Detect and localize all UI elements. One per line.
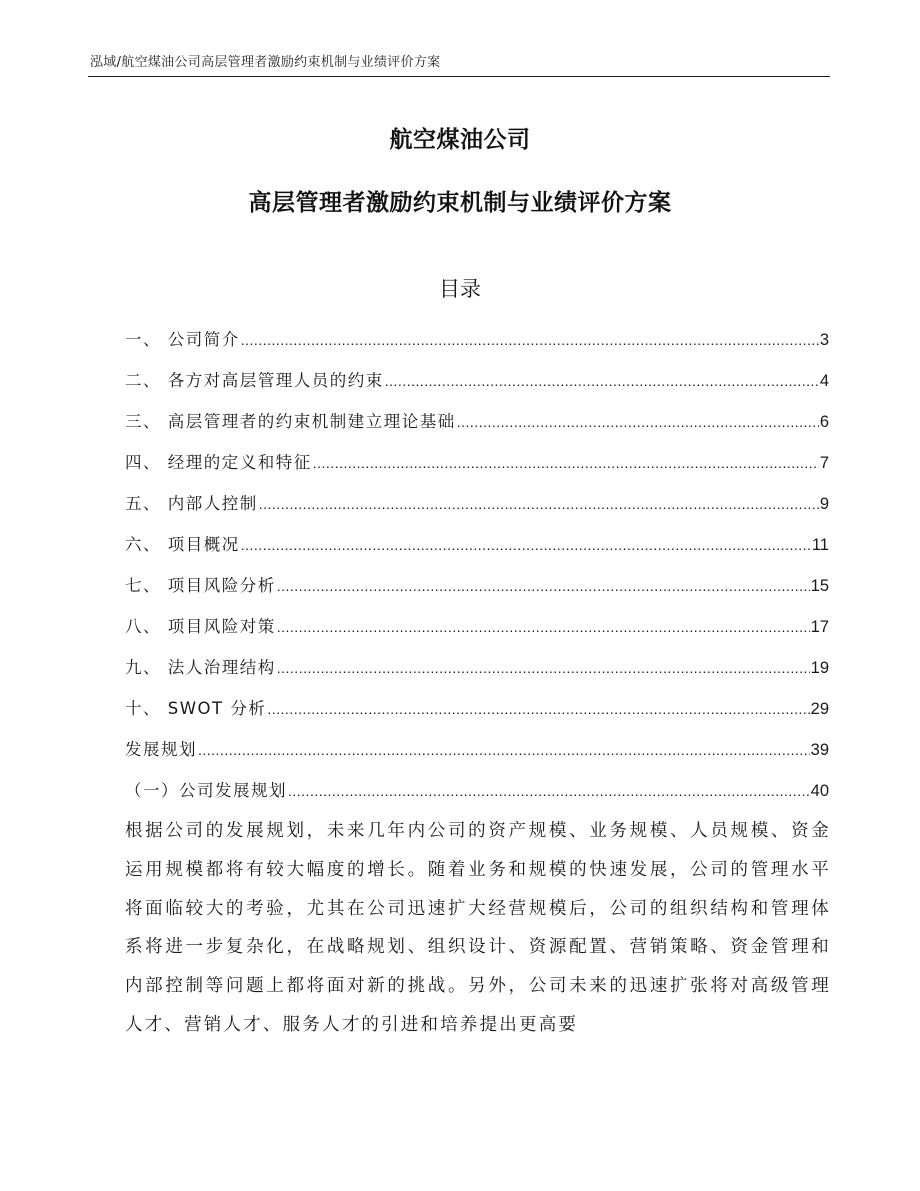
toc-leader-dots — [313, 453, 819, 473]
toc-entry-label: 二、 各方对高层管理人员的约束 — [125, 371, 384, 390]
toc-entry[interactable] — [125, 652, 829, 678]
toc-entry[interactable] — [125, 570, 829, 596]
toc-entry-label: 四、 经理的定义和特征 — [125, 453, 312, 472]
toc-entry-page: 17 — [810, 618, 829, 636]
toc-leader-dots — [241, 330, 819, 350]
document-title-line-1: 航空煤油公司 — [389, 127, 531, 153]
header-divider — [88, 76, 830, 77]
toc-entry-page: 3 — [819, 331, 829, 349]
body-paragraph: 根据公司的发展规划，未来几年内公司的资产规模、业务规模、人员规模、资金运用规模都将有较大幅度的增长。随着业务和规模的快速发展，公司的管理水平将面临较大的考验，尤其在公司迅速扩大经营规模后，公司的组织结构和管理体系将进一步复杂化，在战略规划、组织设计、资源配置、营销策略、资金管理和内部控制等问题上都将面对新的挑战。另外，公司未来的迅速扩张将对高级管理人才、营销人才、服务人才的引进和培养提出更高要 — [125, 821, 831, 1035]
toc-entry-label: 七、 项目风险分析 — [125, 576, 276, 595]
toc-entry[interactable] — [125, 775, 829, 801]
running-header: 泓域/航空煤油公司高层管理者激励约束机制与业绩评价方案 — [90, 55, 441, 70]
toc-entry[interactable] — [125, 488, 829, 514]
document-title-line-2: 高层管理者激励约束机制与业绩评价方案 — [248, 190, 672, 216]
toc-leader-dots — [277, 576, 810, 596]
toc-entry[interactable] — [125, 693, 829, 719]
toc-leader-dots — [288, 781, 810, 801]
toc-entry[interactable] — [125, 447, 829, 473]
toc-entry-page: 7 — [819, 454, 829, 472]
toc-entry-page: 15 — [810, 577, 829, 595]
toc-entry-page: 39 — [810, 741, 829, 759]
toc-entry[interactable] — [125, 365, 829, 391]
toc-entry-label: 六、 项目概况 — [125, 535, 240, 554]
toc-entry-label: 十、 SWOT 分析 — [125, 699, 267, 718]
toc-entry-label: 五、 内部人控制 — [125, 494, 258, 513]
toc-leader-dots — [457, 412, 819, 432]
toc-entry-page: 19 — [810, 659, 829, 677]
toc-leader-dots — [241, 535, 811, 555]
toc-heading: 目录 — [439, 277, 481, 301]
toc-leader-dots — [198, 740, 810, 760]
toc-entry-page: 9 — [819, 495, 829, 513]
toc-entry[interactable] — [125, 529, 829, 555]
toc-leader-dots — [277, 658, 810, 678]
toc-entry[interactable] — [125, 611, 829, 637]
toc-leader-dots — [277, 617, 810, 637]
toc-leader-dots — [385, 371, 819, 391]
toc-entry[interactable] — [125, 324, 829, 350]
toc-entry-label: （一）公司发展规划 — [125, 781, 287, 800]
toc-entry-label: 发展规划 — [125, 740, 197, 759]
toc-entry[interactable] — [125, 406, 829, 432]
toc-entry-label: 一、 公司简介 — [125, 330, 240, 349]
toc-entry-page: 6 — [819, 413, 829, 431]
toc-entry-label: 三、 高层管理者的约束机制建立理论基础 — [125, 412, 456, 431]
toc-leader-dots — [267, 699, 809, 719]
toc-entry-label: 九、 法人治理结构 — [125, 658, 276, 677]
toc-entry-page: 29 — [810, 700, 829, 718]
toc-entry-label: 八、 项目风险对策 — [125, 617, 276, 636]
toc-leader-dots — [259, 494, 819, 514]
toc-entry[interactable] — [125, 734, 829, 760]
toc-entry-page: 11 — [811, 536, 829, 554]
toc-entry-page: 40 — [810, 782, 829, 800]
toc-entry-page: 4 — [819, 372, 829, 390]
